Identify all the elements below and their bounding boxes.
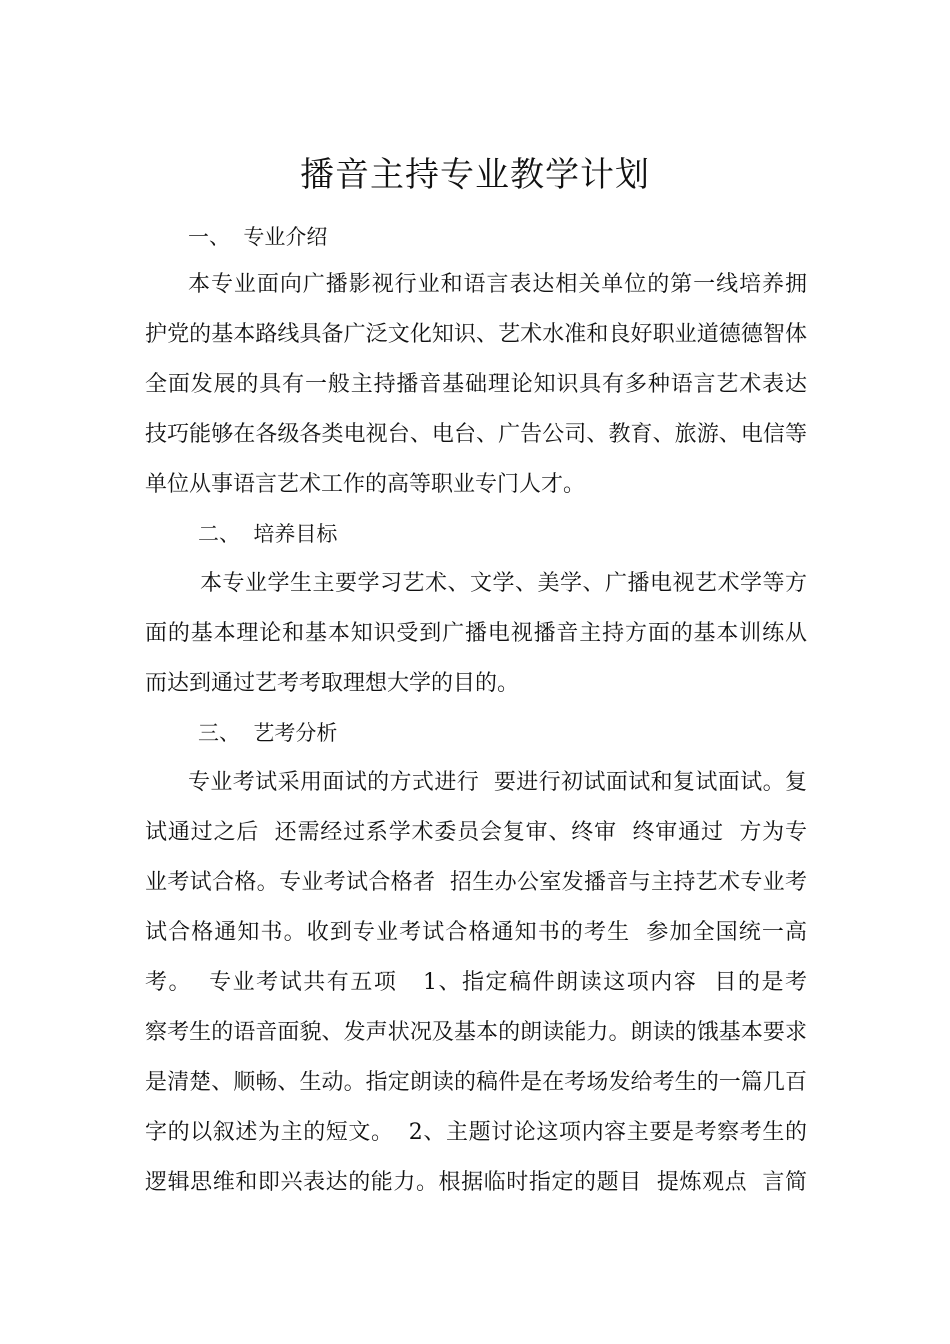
section-heading-3: 三、 艺考分析 bbox=[198, 721, 338, 745]
paragraph-line: 逻辑思维和即兴表达的能力。根据临时指定的题目 提炼观点 言简 bbox=[145, 1170, 807, 1195]
paragraph-line: 字的以叙述为主的短文。 2、主题讨论这项内容主要是考察考生的 bbox=[145, 1120, 807, 1145]
document-title: 播音主持专业教学计划 bbox=[300, 155, 650, 195]
paragraph-line: 而达到通过艺考考取理想大学的目的。 bbox=[145, 671, 520, 696]
paragraph-line: 业考试合格。专业考试合格者 招生办公室发播音与主持艺术专业考 bbox=[145, 870, 807, 895]
paragraph-line: 本专业学生主要学习艺术、文学、美学、广播电视艺术学等方 bbox=[200, 571, 807, 596]
section-heading-1: 一、 专业介绍 bbox=[188, 225, 328, 249]
paragraph-line: 全面发展的具有一般主持播音基础理论知识具有多种语言艺术表达 bbox=[145, 372, 807, 397]
paragraph-line: 单位从事语言艺术工作的高等职业专门人才。 bbox=[145, 472, 586, 497]
paragraph-line: 护党的基本路线具备广泛文化知识、艺术水准和良好职业道德德智体 bbox=[145, 322, 807, 347]
paragraph-line: 试通过之后 还需经过系学术委员会复审、终审 终审通过 方为专 bbox=[145, 820, 807, 845]
paragraph-line: 面的基本理论和基本知识受到广播电视播音主持方面的基本训练从 bbox=[145, 621, 807, 646]
paragraph-line: 察考生的语音面貌、发声状况及基本的朗读能力。朗读的饿基本要求 bbox=[145, 1020, 807, 1045]
paragraph-line: 考。 专业考试共有五项 1、指定稿件朗读这项内容 目的是考 bbox=[145, 970, 807, 995]
paragraph-line: 本专业面向广播影视行业和语言表达相关单位的第一线培养拥 bbox=[188, 272, 807, 297]
paragraph-line: 专业考试采用面试的方式进行 要进行初试面试和复试面试。复 bbox=[188, 770, 807, 795]
paragraph-line: 试合格通知书。收到专业考试合格通知书的考生 参加全国统一高 bbox=[145, 920, 807, 945]
section-heading-2: 二、 培养目标 bbox=[198, 522, 338, 546]
paragraph-line: 是清楚、顺畅、生动。指定朗读的稿件是在考场发给考生的一篇几百 bbox=[145, 1070, 807, 1095]
paragraph-line: 技巧能够在各级各类电视台、电台、广告公司、教育、旅游、电信等 bbox=[145, 422, 807, 447]
